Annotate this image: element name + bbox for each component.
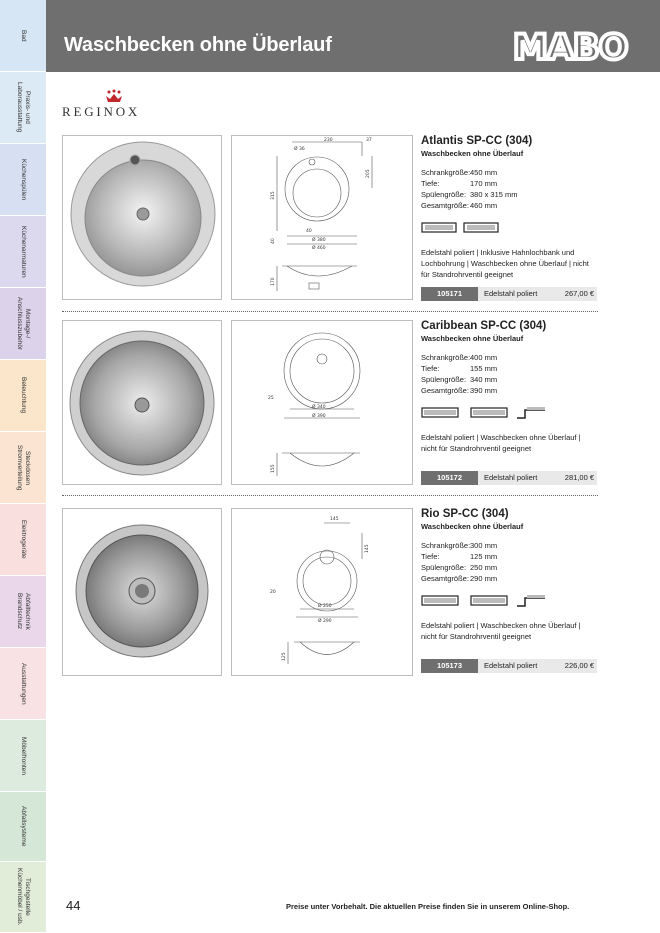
svg-text:40: 40 [306,229,312,234]
svg-text:Ø 380: Ø 380 [312,238,326,243]
product-subtitle: Waschbecken ohne Überlauf [421,334,524,343]
product-photo-atlantis [62,135,222,300]
svg-text:20: 20 [270,590,276,595]
sidebar-tab-steckdosen[interactable]: Steckdosen Stromverteilung [0,432,46,504]
sidebar [0,0,46,933]
svg-text:Ø 36: Ø 36 [294,147,305,152]
sidebar-tab-montage[interactable]: Montage-/ Anschlusszubehör [0,288,46,360]
page-header [46,0,660,72]
sink-photo [63,509,221,675]
article-number: 105173 [421,659,478,673]
svg-text:145: 145 [365,544,370,553]
material: Edelstahl poliert [484,473,538,482]
article-number: 105171 [421,287,478,301]
sidebar-tab-praxis[interactable]: Praxis- und Laborausstattung [0,72,46,144]
sidebar-tab-elektrogeraete[interactable]: Elektrogeräte [0,504,46,576]
product-info-atlantis [421,135,597,211]
svg-text:Ø 340: Ø 340 [312,405,326,410]
svg-text:Ø 290: Ø 290 [318,619,332,624]
price: 281,00 € [564,473,594,482]
mounting-icons [421,405,551,421]
svg-text:25: 25 [268,396,274,401]
sink-photo [63,136,221,299]
product-name: Rio SP-CC (304) [421,508,509,520]
product-name: Atlantis SP-CC (304) [421,135,533,147]
sidebar-tab-kuechenarmaturen[interactable]: Küchenarmaturen [0,216,46,288]
sink-photo [63,321,221,484]
svg-text:Ø 390: Ø 390 [312,414,326,419]
svg-text:230: 230 [324,138,333,143]
product-info-caribbean [421,320,597,396]
product-subtitle: Waschbecken ohne Überlauf [421,149,524,158]
product-photo-rio [62,508,222,676]
technical-drawing-caribbean [231,320,413,485]
product-photo-caribbean [62,320,222,485]
sidebar-tab-beleuchtung[interactable]: Beleuchtung [0,360,46,432]
reginox-logo [62,88,172,120]
product-description: Edelstahl poliert | Waschbecken ohne Überlauf | nicht für Standrohrventil geeignet [421,433,581,453]
dimension-drawing [232,136,412,299]
technical-drawing-rio [231,508,413,676]
price-bar [421,659,597,673]
svg-text:145: 145 [330,517,339,522]
mabo-logo [513,30,647,64]
product-subtitle: Waschbecken ohne Überlauf [421,522,524,531]
page-number: 44 [66,898,81,913]
svg-text:205: 205 [366,169,371,178]
svg-text:155: 155 [271,464,276,473]
price-disclaimer: Preise unter Vorbehalt. Die aktuellen Preise finden Sie in unserem Online-Shop. [286,902,570,911]
price: 267,00 € [564,289,594,298]
price: 226,00 € [564,661,594,670]
svg-text:315: 315 [271,191,276,200]
svg-text:Ø 250: Ø 250 [318,604,332,609]
svg-text:Ø 460: Ø 460 [312,246,326,251]
separator [62,311,598,312]
product-name: Caribbean SP-CC (304) [421,320,547,332]
sidebar-tab-abfalltechnik[interactable]: Abfalltechnik Brandschutz [0,576,46,648]
svg-text:125: 125 [282,652,287,661]
price-bar [421,471,597,485]
sidebar-tab-abfallsysteme[interactable]: Abfallsysteme [0,792,46,862]
spec-list: Schrankgröße: 300 mm Tiefe: 125 mm Spülengröße: 250 mm Gesamtgröße: 290 mm [421,541,498,583]
svg-text:40: 40 [271,238,276,244]
sidebar-tab-kuechenspuelen[interactable]: Küchenspülen [0,144,46,216]
sidebar-tab-moebelfronten[interactable]: Möbelfronten [0,720,46,792]
svg-text:170: 170 [271,277,276,286]
product-description: Edelstahl poliert | Inklusive Hahnlochbank und Lochbohrung | Waschbecken ohne Überlauf | nicht für Standrohrventil geeignet [421,248,589,279]
product-description: Edelstahl poliert | Waschbecken ohne Überlauf | nicht für Standrohrventil geeignet [421,621,581,641]
svg-text:37: 37 [366,138,372,143]
mounting-icons [421,221,521,237]
technical-drawing-atlantis [231,135,413,300]
spec-list: Schrankgröße: 450 mm Tiefe: 170 mm Spülengröße: 380 x 315 mm Gesamtgröße: 460 mm [421,168,518,210]
product-info-rio [421,508,597,584]
material: Edelstahl poliert [484,289,538,298]
mounting-icons [421,593,551,609]
sidebar-tab-ausstattungen[interactable]: Ausstattungen [0,648,46,720]
dimension-drawing [232,321,412,484]
dimension-drawing [232,509,412,675]
material: Edelstahl poliert [484,661,538,670]
sidebar-tab-bad[interactable]: Bad [0,0,46,72]
svg-text:MABO: MABO [513,30,628,64]
price-bar [421,287,597,301]
page-title: Waschbecken ohne Überlauf [64,34,332,56]
sidebar-tab-tischgestelle[interactable]: Tischgestelle Küchenmöbel / usb. [0,862,46,933]
spec-list: Schrankgröße: 400 mm Tiefe: 155 mm Spülengröße: 340 mm Gesamtgröße: 390 mm [421,353,498,395]
article-number: 105172 [421,471,478,485]
separator [62,495,598,496]
svg-text:REGINOX: REGINOX [62,104,141,119]
